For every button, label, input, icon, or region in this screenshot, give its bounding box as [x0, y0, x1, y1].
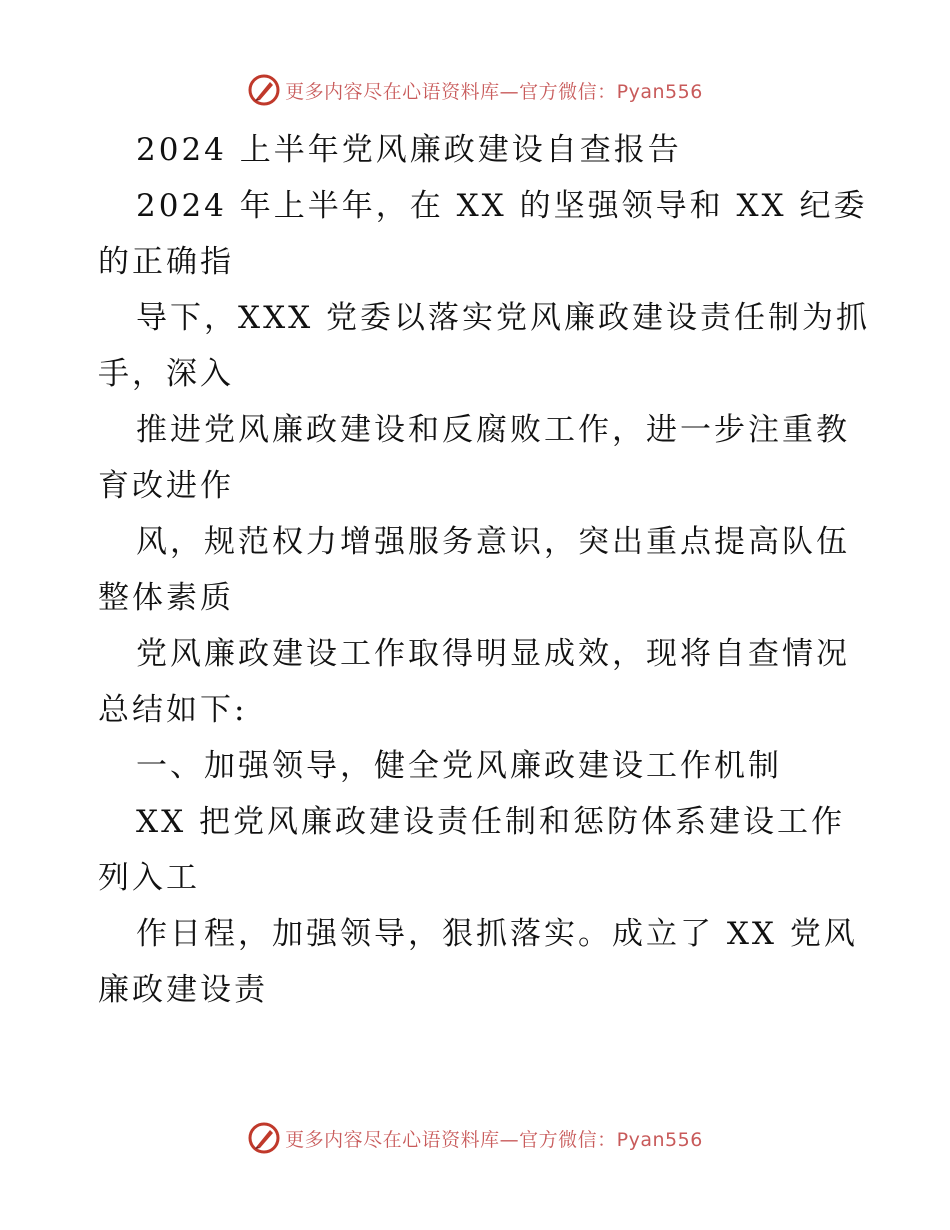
footer-watermark [0, 1118, 950, 1158]
text-line: 推进党风廉政建设和反腐败工作，进一步注重教 [136, 412, 850, 448]
watermark-text: 更多内容尽在心语资料库—官方微信：Pyan556 [285, 80, 703, 103]
text-line: 导下，XXX 党委以落实党风廉政建设责任制为抓 [136, 300, 871, 336]
text-line: 作日程，加强领导，狠抓落实。成立了 XX 党风 [136, 916, 858, 952]
text-line: XX 把党风廉政建设责任制和惩防体系建设工作 [136, 804, 845, 840]
text-line: 廉政建设责 [98, 972, 268, 1008]
text-line: 党风廉政建设工作取得明显成效，现将自查情况 [136, 636, 850, 672]
text-line: 的正确指 [98, 244, 234, 280]
text-line: 2024 上半年党风廉政建设自查报告 [136, 132, 682, 168]
text-line: 手，深入 [98, 356, 234, 392]
section-heading: 一、加强领导，健全党风廉政建设工作机制 [136, 748, 782, 784]
text-line: 育改进作 [98, 468, 234, 504]
text-line: 2024 年上半年，在 XX 的坚强领导和 XX 纪委 [136, 188, 868, 224]
document-body [98, 122, 871, 1018]
text-line: 列入工 [98, 860, 200, 896]
pen-logo-icon [247, 73, 281, 107]
header-watermark [0, 70, 950, 110]
watermark-text: 更多内容尽在心语资料库—官方微信：Pyan556 [285, 1128, 703, 1151]
text-line: 风，规范权力增强服务意识，突出重点提高队伍 [136, 524, 850, 560]
pen-logo-icon [247, 1121, 281, 1155]
text-line: 整体素质 [98, 580, 234, 616]
text-line: 总结如下: [98, 692, 248, 728]
